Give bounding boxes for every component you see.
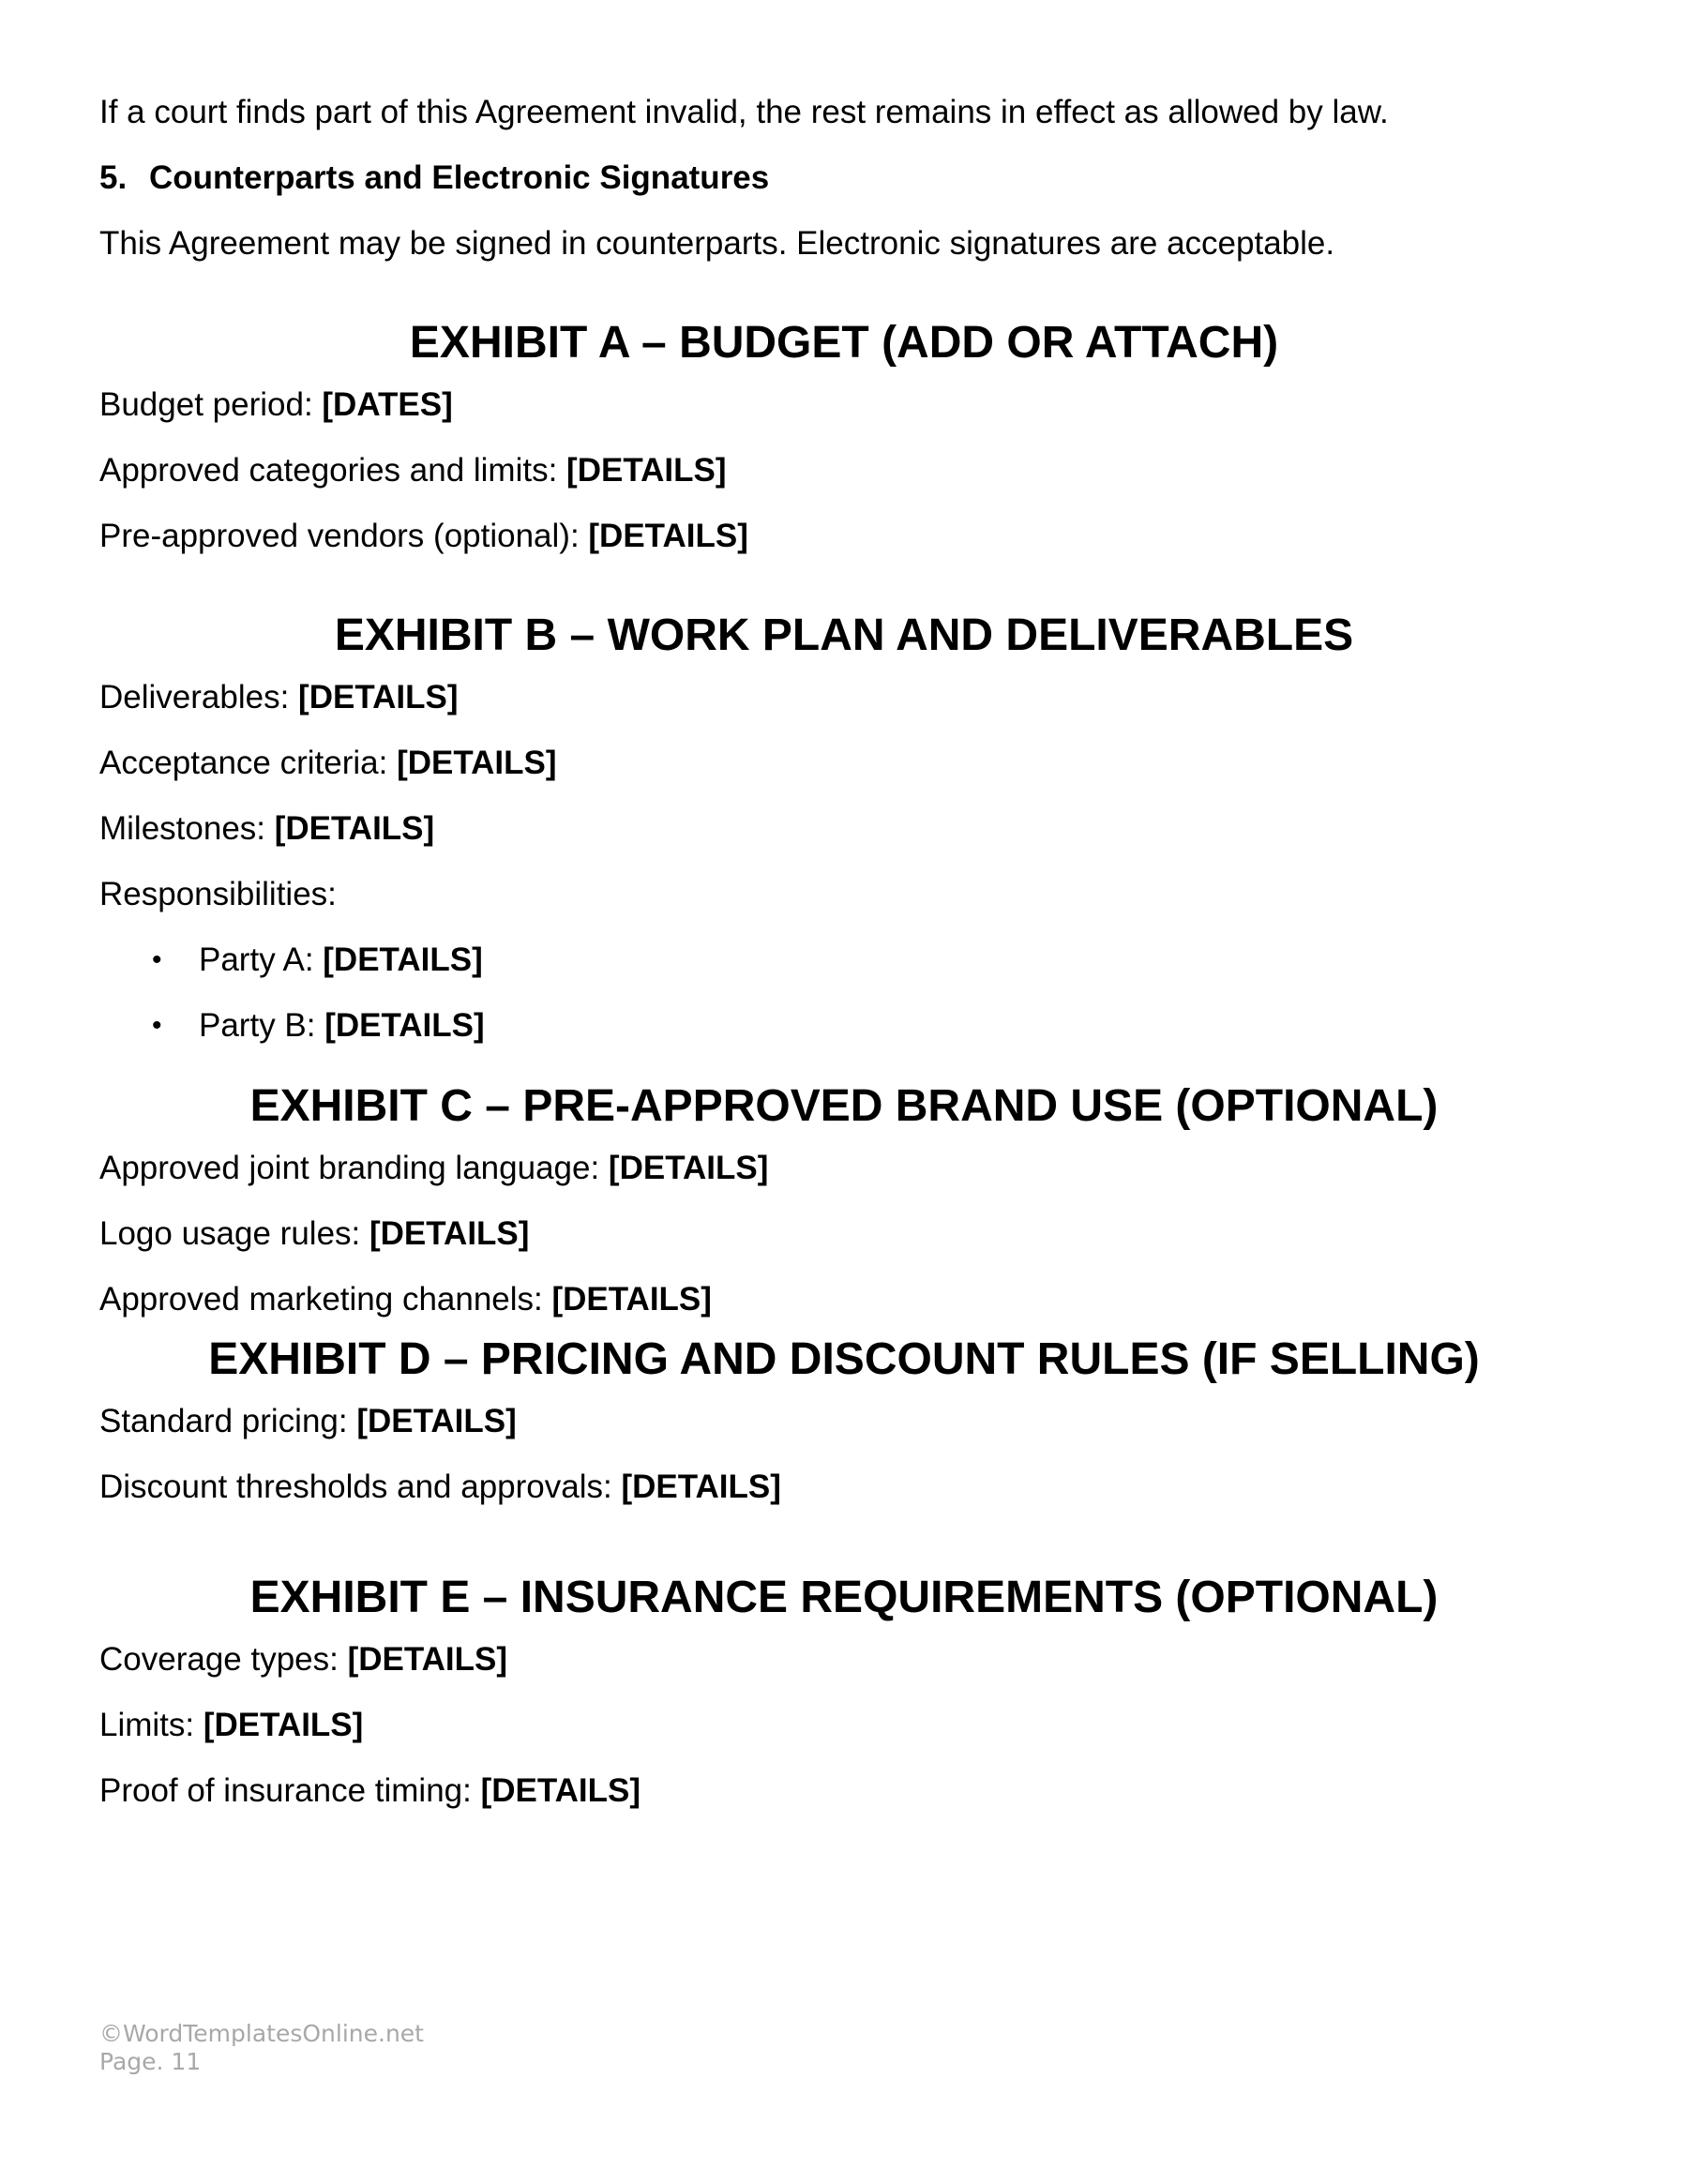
placeholder-value: [DETAILS] [356,1403,517,1439]
exhibit-d-title: EXHIBIT D – PRICING AND DISCOUNT RULES (IF SELLING) [208,1334,1480,1384]
field-label: Milestones: [99,810,275,847]
section-5-number: 5. [99,159,128,196]
exhibit-a-title: EXHIBIT A – BUDGET (ADD OR ATTACH) [409,318,1279,368]
exhibit-c-item [99,1215,1589,1253]
exhibit-b-item [99,745,1589,782]
exhibit-e-item [99,1772,1589,1810]
field-label: Approved categories and limits: [99,452,567,489]
bullet-icon: • [152,944,162,975]
field-label: Party A: [199,941,324,978]
placeholder-value: [DETAILS] [397,745,557,781]
placeholder-value: [DETAILS] [551,1281,712,1318]
document-body [99,94,1589,1838]
section-5-heading [99,159,1589,197]
field-label: Budget period: [99,386,323,423]
field-label: Deliverables: [99,679,299,715]
responsibilities-label: Responsibilities: [99,876,337,912]
field-label: Standard pricing: [99,1403,357,1439]
exhibit-c-item [99,1150,1589,1187]
exhibit-c-title: EXHIBIT C – PRE-APPROVED BRAND USE (OPTIONAL) [249,1081,1439,1131]
exhibit-a-item [99,386,1589,424]
exhibit-e-title: EXHIBIT E – INSURANCE REQUIREMENTS (OPTIONAL) [249,1573,1439,1622]
placeholder-value: [DETAILS] [298,679,459,715]
field-label: Acceptance criteria: [99,745,398,781]
exhibit-a-item [99,518,1589,555]
exhibit-a-item [99,452,1589,490]
placeholder-value: [DETAILS] [347,1641,508,1678]
field-label: Party B: [199,1007,325,1044]
section-5-title: Counterparts and Electronic Signatures [149,159,770,196]
field-label: Coverage types: [99,1641,348,1678]
field-label: Logo usage rules: [99,1215,369,1252]
responsibilities-list [99,941,1589,1045]
exhibit-e-item [99,1641,1589,1679]
placeholder-value: [DETAILS] [274,810,435,847]
exhibit-c-item [99,1281,1589,1318]
field-label: Discount thresholds and approvals: [99,1469,622,1505]
placeholder-value: [DETAILS] [369,1215,530,1252]
field-label: Approved joint branding language: [99,1150,609,1186]
exhibit-d-item [99,1469,1589,1506]
exhibit-e-item [99,1707,1589,1744]
placeholder-value: [DETAILS] [566,452,727,489]
placeholder-value: [DETAILS] [621,1469,781,1505]
section-5-paragraph: This Agreement may be signed in counterparts. Electronic signatures are acceptable. [99,225,1335,262]
placeholder-value: [DETAILS] [608,1150,769,1186]
placeholder-value: [DETAILS] [480,1772,641,1809]
exhibit-b-item [99,810,1589,848]
exhibit-b-title: EXHIBIT B – WORK PLAN AND DELIVERABLES [334,610,1354,660]
field-label: Limits: [99,1707,203,1743]
placeholder-value: [DATES] [322,386,453,423]
placeholder-value: [DETAILS] [203,1707,364,1743]
page-number: Page. 11 [99,2048,202,2075]
list-item [99,941,1589,979]
page-footer [99,2020,424,2076]
field-label: Proof of insurance timing: [99,1772,481,1809]
bullet-icon: • [152,1010,162,1041]
placeholder-value: [DETAILS] [324,1007,485,1044]
placeholder-value: [DETAILS] [323,941,483,978]
exhibit-d-item [99,1403,1589,1440]
copyright-notice: ©WordTemplatesOnline.net [99,2020,424,2047]
placeholder-value: [DETAILS] [588,518,748,554]
exhibit-b-item [99,679,1589,716]
field-label: Approved marketing channels: [99,1281,552,1318]
list-item [99,1007,1589,1045]
severability-paragraph: If a court finds part of this Agreement invalid, the rest remains in effect as allowed by law. [99,94,1389,130]
field-label: Pre-approved vendors (optional): [99,518,589,554]
